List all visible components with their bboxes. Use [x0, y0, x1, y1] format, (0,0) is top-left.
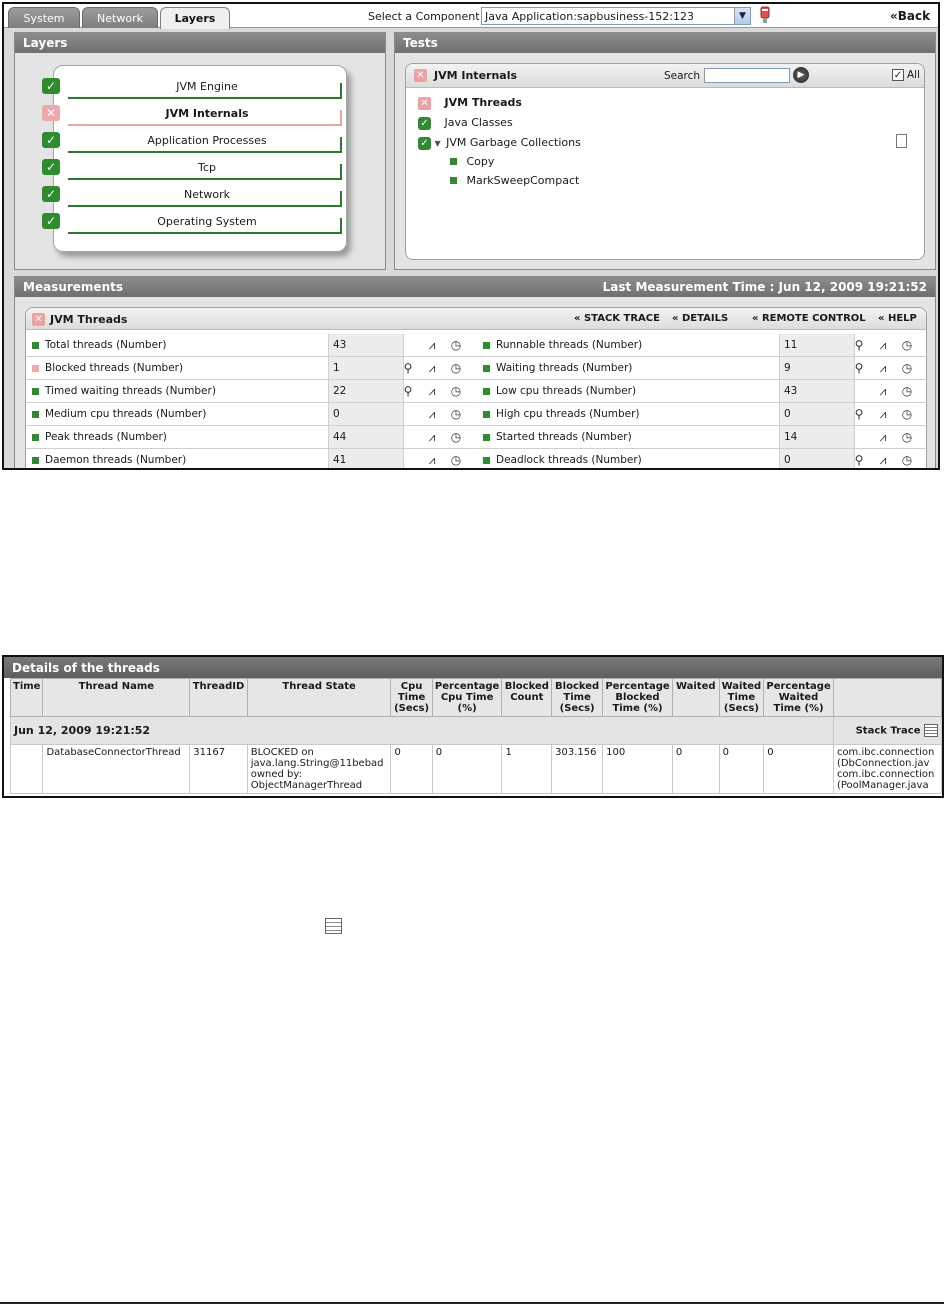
layer-line [68, 205, 342, 207]
layer-jvm-engine[interactable] [42, 78, 352, 102]
measurement-name[interactable]: Deadlock threads (Number) [496, 454, 642, 466]
measurement-name[interactable]: Timed waiting threads (Number) [45, 385, 216, 397]
check-icon: ✓ [42, 213, 60, 229]
layer-line [68, 124, 342, 126]
measurement-name[interactable]: Daemon threads (Number) [45, 454, 187, 466]
graph-icon[interactable]: ⩘ [879, 430, 887, 444]
layer-tick [340, 110, 342, 126]
measurement-row [26, 449, 477, 470]
trace-line-3: com.ibc.connection [836, 769, 935, 780]
col-waited: Waited [672, 679, 719, 717]
clock-icon[interactable]: ◷ [450, 338, 462, 352]
cell-pct-waited: 0 [764, 745, 834, 794]
tests-box [405, 63, 925, 260]
search-go-icon[interactable]: ▶ [793, 67, 809, 83]
measurement-value: 43 [328, 334, 404, 356]
state-line-4: ObjectManagerThread [250, 780, 363, 791]
measurements-box [25, 307, 927, 470]
state-line-1: BLOCKED on [250, 747, 314, 758]
measurement-row [477, 426, 928, 449]
status-square-icon [450, 177, 457, 184]
measurement-row [26, 357, 477, 380]
search-input[interactable] [704, 68, 790, 83]
check-icon: ✓ [418, 117, 431, 130]
layer-label: Application Processes [147, 134, 267, 147]
cell-thread-state [247, 745, 391, 794]
stack-trace-label: Stack Trace [855, 725, 921, 737]
col-blocked-count-l2: Count [510, 692, 544, 703]
status-square-icon [450, 158, 457, 165]
search-icon[interactable]: ⚲ [403, 384, 413, 398]
check-icon: ✓ [42, 186, 60, 202]
layer-tick [340, 83, 342, 99]
test-marksweepcompact[interactable] [450, 174, 579, 187]
search-icon[interactable]: ⚲ [854, 361, 864, 375]
col-pct-cpu-l3: (%) [457, 703, 477, 714]
clock-icon[interactable]: ◷ [450, 384, 462, 398]
check-icon: ✓ [42, 159, 60, 175]
clock-icon[interactable]: ◷ [450, 361, 462, 375]
check-icon: ✓ [42, 132, 60, 148]
col-pct-blocked [603, 679, 673, 717]
back-link[interactable] [890, 9, 930, 23]
all-checkbox[interactable]: ✓ [893, 70, 903, 81]
table-row [11, 745, 942, 794]
col-pct-cpu-l2: Cpu Time [440, 692, 494, 703]
status-square-icon [32, 411, 39, 418]
clock-icon[interactable]: ◷ [901, 407, 913, 421]
measurement-name[interactable]: Started threads (Number) [496, 431, 632, 443]
error-icon: ✕ [418, 97, 431, 110]
help-link[interactable]: « HELP [878, 313, 917, 324]
layer-network[interactable] [42, 186, 352, 210]
cell-stack-trace [833, 745, 941, 794]
measurements-panel [14, 276, 936, 470]
col-blocked-count-l1: Blocked [504, 681, 549, 692]
layer-jvm-internals[interactable] [42, 105, 352, 129]
tab-network[interactable] [82, 7, 158, 28]
graph-icon[interactable]: ⩘ [428, 453, 436, 467]
measurement-name[interactable]: Waiting threads (Number) [496, 362, 633, 374]
check-icon: ✓ [418, 137, 431, 150]
layer-label: Network [184, 188, 230, 201]
measurement-value: 0 [328, 403, 404, 425]
measurement-name[interactable]: Medium cpu threads (Number) [45, 408, 207, 420]
measurement-value: 14 [779, 426, 855, 448]
expand-arrow-icon[interactable]: ▼ [434, 139, 441, 148]
cell-blocked-count: 1 [502, 745, 552, 794]
measurement-value: 22 [328, 380, 404, 402]
group-time: Jun 12, 2009 19:21:52 [11, 717, 834, 745]
stack-trace-icon[interactable] [924, 724, 938, 737]
measurement-value: 41 [328, 449, 404, 470]
measurement-value: 44 [328, 426, 404, 448]
layer-operating-system[interactable] [42, 213, 352, 237]
clock-icon[interactable]: ◷ [901, 430, 913, 444]
measurement-name[interactable]: Blocked threads (Number) [45, 362, 184, 374]
test-label: JVM Threads [444, 96, 522, 109]
layers-panel-title: Layers [15, 33, 385, 53]
component-value: Java Application:sapbusiness-152:123 [485, 10, 694, 23]
plug-icon[interactable] [758, 6, 772, 24]
remote-control-label: REMOTE CONTROL [761, 313, 866, 324]
state-line-3: owned by: [250, 769, 302, 780]
document-icon[interactable] [896, 134, 907, 148]
graph-icon[interactable]: ⩘ [428, 407, 436, 421]
measurement-value: 1 [328, 357, 404, 379]
error-icon: ✕ [42, 105, 60, 121]
layer-line [68, 151, 342, 153]
status-square-icon [32, 457, 39, 464]
test-copy[interactable] [450, 155, 494, 168]
measurement-row [477, 357, 928, 380]
all-label: All [907, 69, 921, 81]
top-bar [4, 4, 938, 28]
table-header-row [11, 679, 942, 717]
tab-layers[interactable] [160, 7, 230, 29]
back-label: Back [897, 9, 931, 23]
measurement-row [477, 380, 928, 403]
layer-label: JVM Internals [165, 107, 249, 120]
check-icon: ✓ [42, 78, 60, 94]
layer-label: Tcp [198, 161, 216, 174]
clock-icon[interactable]: ◷ [901, 384, 913, 398]
group-row [11, 717, 942, 745]
layers-panel [14, 32, 386, 270]
layers-screenshot [2, 2, 940, 470]
col-pct-waited [764, 679, 834, 717]
col-blocked-time-l3: (Secs) [559, 703, 595, 714]
tests-panel [394, 32, 936, 270]
graph-icon[interactable]: ⩘ [879, 361, 887, 375]
measurement-name[interactable]: High cpu threads (Number) [496, 408, 640, 420]
col-thread-name: Thread Name [43, 679, 190, 717]
graph-icon[interactable]: ⩘ [428, 430, 436, 444]
measurement-value: 9 [779, 357, 855, 379]
graph-icon[interactable]: ⩘ [879, 407, 887, 421]
measurement-row [477, 403, 928, 426]
measurement-value: 0 [779, 403, 855, 425]
layer-tick [340, 137, 342, 153]
col-time: Time [11, 679, 43, 717]
error-icon: ✕ [414, 69, 427, 82]
col-pct-cpu-l1: Percentage [434, 681, 500, 692]
measurements-panel-header [15, 277, 935, 297]
stack-trace-link[interactable]: « STACK TRACE [574, 313, 660, 324]
test-java-classes[interactable] [418, 116, 513, 130]
status-square-icon [483, 388, 490, 395]
col-thread-state: Thread State [247, 679, 391, 717]
col-blocked-time [552, 679, 603, 717]
layer-tick [340, 164, 342, 180]
test-jvm-threads[interactable] [418, 96, 522, 110]
test-jvm-garbage-collections[interactable] [418, 136, 581, 150]
trace-line-2: (DbConnection.jav [836, 758, 930, 769]
col-pct-waited-l1: Percentage [766, 681, 831, 692]
tests-header [406, 64, 924, 88]
cell-waited-time: 0 [719, 745, 764, 794]
layer-tick [340, 191, 342, 207]
tests-panel-title: Tests [395, 33, 935, 53]
tab-system[interactable] [8, 7, 80, 28]
col-waited-time-l3: (Secs) [723, 703, 759, 714]
col-cpu-time-l2: Time [397, 692, 426, 703]
cell-waited: 0 [672, 745, 719, 794]
col-pct-blocked-l2: Blocked [615, 692, 660, 703]
status-square-icon [32, 388, 39, 395]
graph-icon[interactable]: ⩘ [428, 338, 436, 352]
tab-label: System [23, 12, 65, 25]
error-icon: ✕ [32, 313, 45, 326]
stack-trace-icon [325, 918, 342, 934]
status-square-icon [32, 365, 39, 372]
tab-label: Layers [174, 12, 216, 25]
remote-control-link[interactable]: « REMOTE CONTROL [752, 313, 866, 324]
layer-line [68, 232, 342, 234]
graph-icon[interactable]: ⩘ [428, 361, 436, 375]
measurement-row [26, 334, 477, 357]
details-screenshot [2, 655, 944, 798]
cell-cpu-time: 0 [391, 745, 432, 794]
status-square-icon [483, 411, 490, 418]
layer-application-processes[interactable] [42, 132, 352, 156]
search-icon[interactable]: ⚲ [403, 361, 413, 375]
stack-trace-cell [833, 717, 941, 745]
cell-blocked-time: 303.156 [552, 745, 603, 794]
clock-icon[interactable]: ◷ [450, 430, 462, 444]
trace-line-1: com.ibc.connection [836, 747, 935, 758]
measurement-name[interactable]: Runnable threads (Number) [496, 339, 643, 351]
layer-label: JVM Engine [176, 80, 238, 93]
measurement-row [477, 334, 928, 357]
col-pct-waited-l3: Time (%) [773, 703, 824, 714]
search-icon[interactable]: ⚲ [854, 338, 864, 352]
test-label: MarkSweepCompact [466, 174, 580, 187]
graph-icon[interactable]: ⩘ [879, 453, 887, 467]
details-table [10, 678, 942, 794]
col-stack-trace [833, 679, 941, 717]
col-waited-time-l2: Time [727, 692, 756, 703]
component-label: Select a Component [368, 10, 480, 23]
col-blocked-time-l1: Blocked [555, 681, 600, 692]
details-title: Details of the threads [4, 657, 942, 678]
clock-icon[interactable]: ◷ [901, 361, 913, 375]
test-label: Copy [466, 155, 495, 168]
measurement-value: 43 [779, 380, 855, 402]
col-pct-blocked-l3: Time (%) [612, 703, 663, 714]
col-thread-id: ThreadID [190, 679, 247, 717]
measurement-name[interactable]: Total threads (Number) [45, 339, 167, 351]
layer-line [68, 97, 342, 99]
details-label: DETAILS [681, 313, 729, 324]
clock-icon[interactable]: ◷ [901, 453, 913, 467]
measurement-row [26, 380, 477, 403]
component-select[interactable] [481, 7, 751, 25]
search-icon[interactable]: ⚲ [854, 407, 864, 421]
cell-thread-id: 31167 [190, 745, 247, 794]
test-label: Java Classes [444, 116, 513, 129]
status-square-icon [32, 434, 39, 441]
graph-icon[interactable]: ⩘ [879, 384, 887, 398]
status-square-icon [483, 457, 490, 464]
measurement-value: 11 [779, 334, 855, 356]
layer-line [68, 178, 342, 180]
measurement-name[interactable]: Peak threads (Number) [45, 431, 167, 443]
col-blocked-time-l2: Time [563, 692, 591, 703]
status-square-icon [32, 342, 39, 349]
clock-icon[interactable]: ◷ [450, 407, 462, 421]
last-measurement-time: Last Measurement Time : Jun 12, 2009 19:21:52 [602, 280, 927, 294]
cell-time [11, 745, 43, 794]
graph-icon[interactable]: ⩘ [428, 384, 436, 398]
status-square-icon [483, 342, 490, 349]
cell-pct-cpu: 0 [432, 745, 502, 794]
measurement-row [26, 426, 477, 449]
layers-stack [45, 65, 347, 252]
col-pct-blocked-l1: Percentage [605, 681, 670, 692]
col-cpu-time-l1: Cpu [400, 681, 423, 692]
back-arrow-icon: « [890, 9, 898, 23]
test-label: JVM Garbage Collections [446, 136, 581, 149]
measurement-value: 0 [779, 449, 855, 470]
col-waited-time-l1: Waited [721, 681, 762, 692]
measurement-row [26, 403, 477, 426]
layer-tick [340, 218, 342, 234]
search-label: Search [664, 70, 701, 82]
col-cpu-time-l3: (Secs) [394, 703, 430, 714]
col-blocked-count [502, 679, 552, 717]
clock-icon[interactable]: ◷ [450, 453, 462, 467]
measurements-title: Measurements [23, 280, 123, 294]
state-line-2: java.lang.String@11bebad [250, 758, 384, 769]
clock-icon[interactable]: ◷ [901, 338, 913, 352]
trace-line-4: (PoolManager.java [836, 780, 929, 791]
col-waited-time [719, 679, 764, 717]
stack-trace-label: STACK TRACE [583, 313, 660, 324]
page-divider [0, 1302, 944, 1304]
tab-label: Network [97, 12, 143, 25]
details-link[interactable]: « DETAILS [672, 313, 729, 324]
cell-pct-blocked: 100 [603, 745, 673, 794]
col-pct-waited-l2: Waited [778, 692, 819, 703]
chevron-down-icon[interactable]: ▼ [734, 8, 750, 24]
col-cpu-time [391, 679, 432, 717]
measurements-box-header [26, 308, 926, 330]
status-square-icon [483, 434, 490, 441]
measurement-test-name: JVM Threads [50, 313, 128, 326]
layer-tcp[interactable] [42, 159, 352, 183]
measurement-name[interactable]: Low cpu threads (Number) [496, 385, 637, 397]
measurement-row [477, 449, 928, 470]
help-label: HELP [887, 313, 917, 324]
cell-thread-name: DatabaseConnectorThread [43, 745, 190, 794]
search-icon[interactable]: ⚲ [854, 453, 864, 467]
status-square-icon [483, 365, 490, 372]
graph-icon[interactable]: ⩘ [879, 338, 887, 352]
tests-layer-name: JVM Internals [434, 69, 518, 82]
layer-label: Operating System [157, 215, 257, 228]
col-pct-cpu [432, 679, 502, 717]
